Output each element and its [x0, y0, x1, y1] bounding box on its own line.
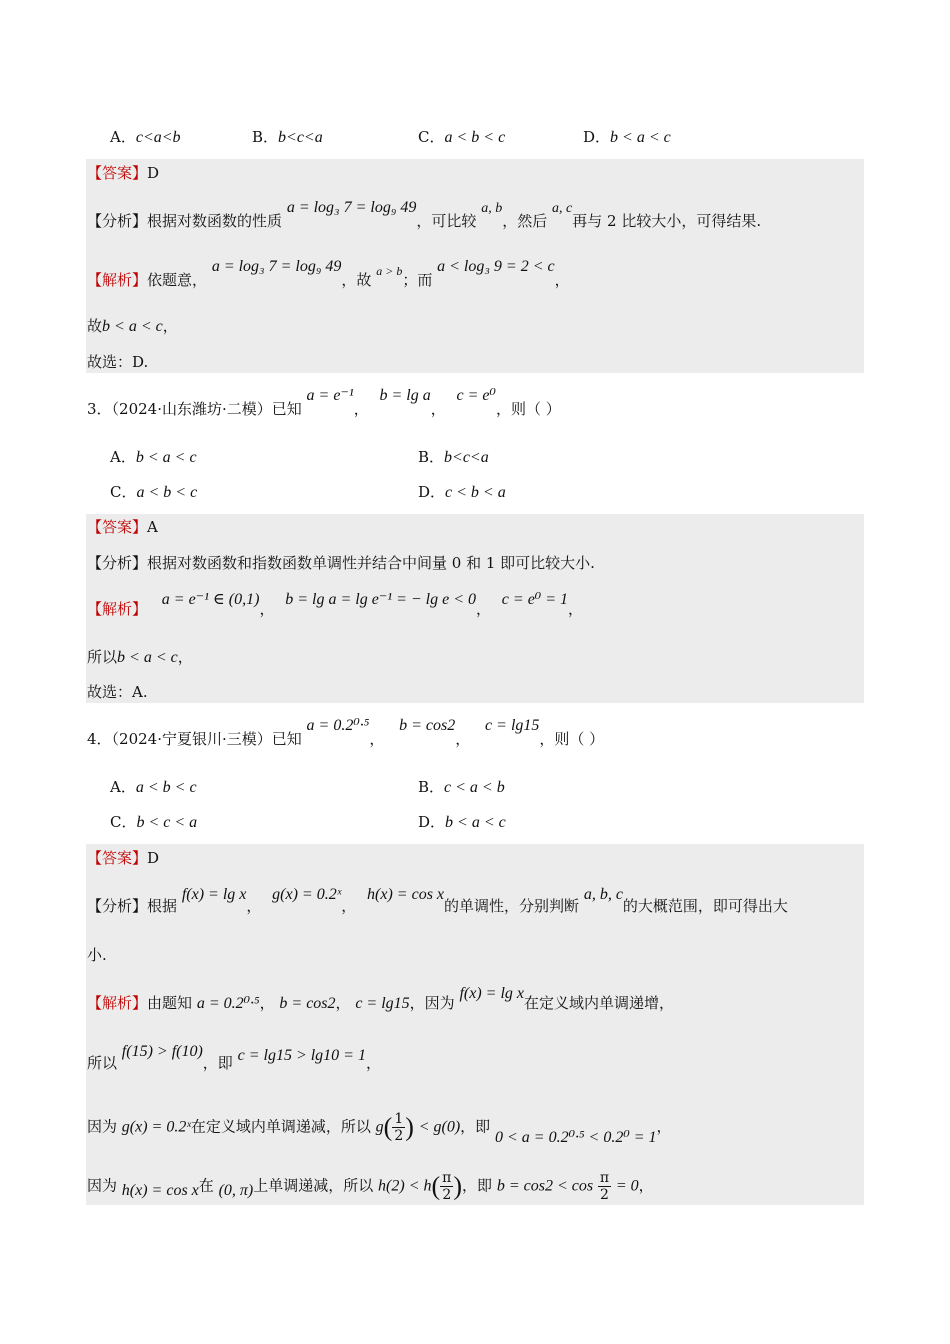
- q4-s4-frac2-den: 2: [600, 1187, 609, 1203]
- q4-answer: 【答案】D: [87, 849, 160, 867]
- q3-solution: 【解析】 a = e⁻¹ ∈ (0,1)， b = lg a = lg e⁻¹ = − lg e < 0， c = e⁰ = 1，: [87, 591, 584, 618]
- q2-option-b: B．b<c<a: [252, 128, 323, 146]
- q4-solution-1: 【解析】由题知 a = 0.2⁰·⁵， b = cos2， c = lg15，因为 f(x) = lg x在定义域内单调递增，: [87, 985, 675, 1012]
- q2-option-d: D．b < a < c: [583, 128, 671, 146]
- q2-option-a: A．c<a<b: [110, 128, 181, 146]
- q4-s4-frac2-num: π: [599, 1170, 610, 1186]
- q4-s3-frac-num: 1: [394, 1111, 404, 1127]
- q3-choose: 故选：A.: [87, 683, 148, 701]
- q2-choose: 故选：D.: [87, 353, 149, 371]
- q2-answer: 【答案】D: [87, 164, 160, 182]
- q4-solution-4: 因为 h(x) = cos x在 (0, π)上单调递减，所以 h(2) < h( $\frac{\pi}{2}$ )，即 b = cos2 < cos $\frac{\pi}{2}$ = 0，: [87, 1170, 654, 1203]
- q2-option-c: C．a < b < c: [418, 128, 506, 146]
- q4-solution-2: 所以 f(15) > f(10)，即 c = lg15 > lg10 = 1，: [87, 1043, 381, 1072]
- q3-stem: 3．（2024·山东潍坊·二模）已知 a = e⁻¹， b = lg a， c = e⁰，则（ ）: [87, 387, 561, 418]
- q4-option-d: D．b < a < c: [418, 813, 506, 831]
- q3-so: 所以b < a < c，: [87, 648, 193, 666]
- q4-s4-frac-num: π: [442, 1170, 452, 1186]
- q3-option-b: B．b<c<a: [418, 448, 489, 466]
- q4-s4-frac-den: 2: [442, 1187, 452, 1203]
- q2-so: 故b < a < c，: [87, 317, 178, 335]
- q2-analysis: 【分析】根据对数函数的性质 a = log₃ 7 = log₉ 49，可比较 a, b，然后 a, c再与 2 比较大小，可得结果.: [87, 199, 762, 230]
- q3-option-a: A．b < a < c: [110, 448, 197, 466]
- q4-stem: 4．（2024·宁夏银川·三模）已知 a = 0.2⁰·⁵， b = cos2， c = lg15，则（ ）: [87, 717, 605, 748]
- q4-analysis-cont: 小.: [87, 946, 107, 964]
- q3-answer: 【答案】A: [87, 518, 158, 536]
- q2-solution: 【解析】依题意， a = log₃ 7 = log₉ 49，故 $^{a > b}$；而 a < log₃ 9 = 2 < c，: [87, 258, 570, 289]
- q4-option-c: C．b < c < a: [110, 813, 198, 831]
- q4-option-b: B．c < a < b: [418, 778, 505, 796]
- q3-analysis: 【分析】根据对数函数和指数函数单调性并结合中间量 0 和 1 即可比较大小.: [87, 554, 595, 572]
- q4-s3-frac-den: 2: [394, 1128, 404, 1144]
- q4-analysis: 【分析】根据 f(x) = lg x， g(x) = 0.2ˣ， h(x) = cos x的单调性，分别判断 a, b, c的大概范围，即可得出大: [87, 886, 788, 915]
- q4-option-a: A．a < b < c: [110, 778, 197, 796]
- q3-option-c: C．a < b < c: [110, 483, 198, 501]
- q4-solution-3: 因为 g(x) = 0.2ˣ在定义域内单调递减，所以 g( $\frac{1}{2}$ ) < g(0)，即 0 < a = 0.2⁰·⁵ < 0.2⁰ = 1，: [87, 1111, 672, 1146]
- q3-option-d: D．c < b < a: [418, 483, 506, 501]
